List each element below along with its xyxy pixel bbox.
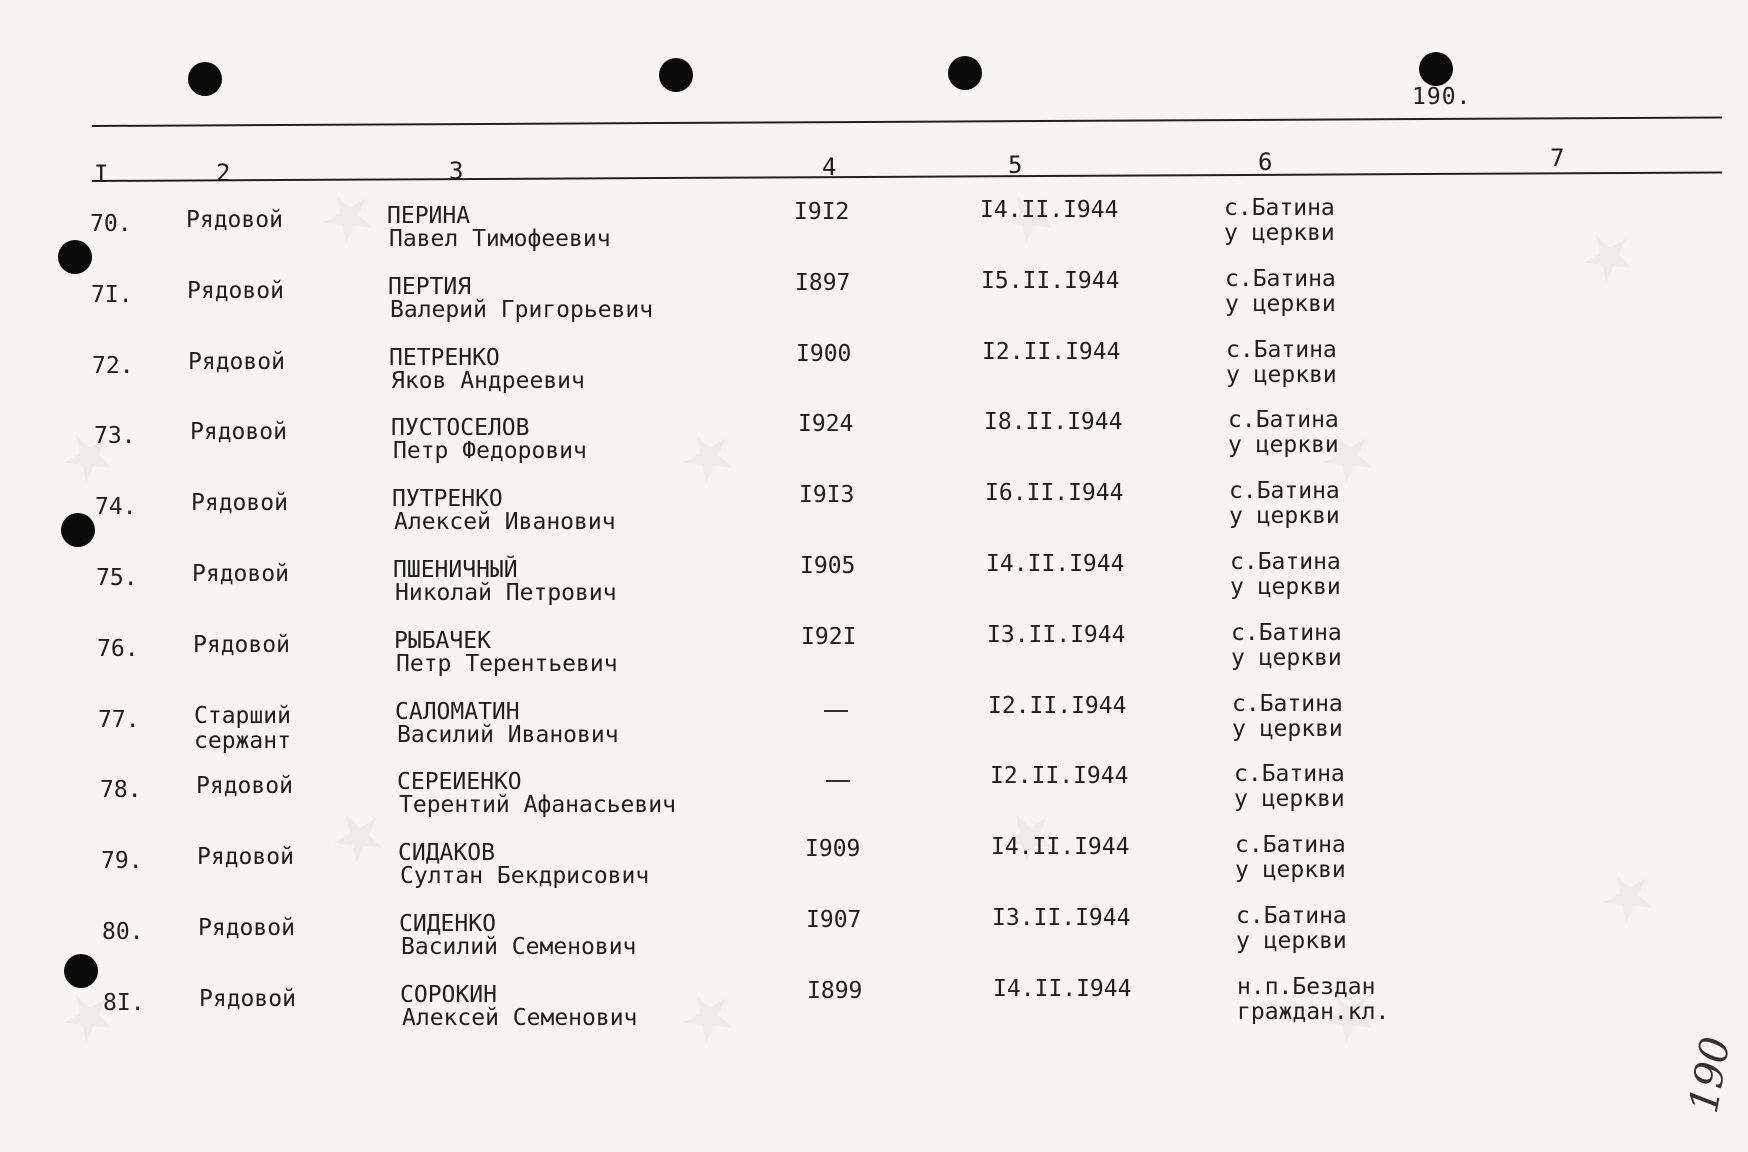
death-date: I4.II.I944: [993, 975, 1132, 1002]
rank-line: сержант: [194, 727, 291, 754]
burial-place-line: с.Батина: [1225, 265, 1336, 292]
burial-place: [1228, 408, 1339, 458]
burial-place-line: с.Батина: [1230, 549, 1341, 575]
burial-place-line: у церкви: [1225, 290, 1336, 317]
burial-place: [1236, 904, 1347, 954]
given-name: Павел Тимофеевич: [389, 226, 611, 252]
surname: РЫБАЧЕК: [394, 627, 491, 654]
rank: [199, 987, 296, 1012]
rank: [186, 208, 283, 233]
rank: [193, 633, 290, 658]
punch-hole: [58, 240, 92, 274]
rank: [198, 916, 295, 941]
burial-place-line: у церкви: [1231, 644, 1342, 671]
rank: [192, 562, 289, 587]
burial-place-line: с.Батина: [1229, 478, 1340, 505]
rank-line: Рядовой: [198, 915, 295, 941]
punch-hole: [948, 56, 982, 90]
top-rule: [92, 116, 1722, 127]
given-name: Алексей Иванович: [394, 509, 616, 536]
given-name: Валерий Григорьевич: [390, 296, 654, 323]
surname: СОРОКИН: [400, 981, 497, 1008]
birth-year: I909: [805, 836, 861, 863]
rank-line: Рядовой: [188, 348, 285, 375]
burial-place-line: с.Батина: [1235, 832, 1346, 859]
row-number: 70.: [90, 211, 132, 237]
birth-year: I900: [796, 340, 852, 367]
surname: САЛОМАТИН: [395, 698, 520, 725]
row-number: 73.: [94, 423, 136, 450]
header-rule: [92, 171, 1722, 182]
row-number: 74.: [95, 494, 137, 521]
birth-year: I899: [807, 977, 863, 1004]
given-name: Терентий Афанасьевич: [399, 792, 676, 819]
column-header-7: 7: [1550, 144, 1565, 172]
burial-place: [1232, 692, 1343, 742]
rank: [188, 350, 285, 375]
row-number: 8I.: [103, 989, 145, 1016]
death-date: I8.II.I944: [984, 409, 1123, 436]
surname: СИДЕНКО: [399, 911, 496, 937]
column-header-6: 6: [1258, 148, 1273, 176]
given-name: Василий Семенович: [401, 934, 637, 960]
column-header-2: 2: [216, 159, 231, 187]
burial-place-line: у церкви: [1229, 503, 1340, 530]
rank-line: Рядовой: [196, 773, 293, 800]
row-number: 80.: [102, 919, 144, 945]
surname: ПУСТОСЕЛОВ: [391, 415, 530, 442]
punch-hole: [188, 62, 222, 96]
column-header-5: 5: [1008, 151, 1023, 179]
rank: [197, 845, 294, 870]
rank: [196, 774, 293, 799]
column-header-1: I: [94, 160, 109, 188]
watermark-mark: [665, 971, 752, 1064]
burial-place: [1224, 196, 1335, 246]
row-number: 76.: [97, 635, 139, 662]
surname: СИДАКОВ: [398, 840, 495, 867]
row-number: 72.: [92, 352, 134, 379]
burial-place: [1235, 833, 1346, 883]
burial-place: [1231, 621, 1342, 671]
burial-place-line: с.Батина: [1224, 195, 1335, 221]
death-date: I3.II.I944: [987, 621, 1126, 648]
death-date: I3.II.I944: [992, 905, 1131, 931]
burial-place-line: у церкви: [1235, 857, 1346, 884]
burial-place: [1230, 550, 1341, 600]
death-date: I6.II.I944: [985, 480, 1124, 507]
burial-place-line: с.Батина: [1226, 336, 1337, 363]
row-number: 79.: [101, 848, 143, 875]
death-date: I2.II.I944: [982, 338, 1121, 365]
rank-line: Рядовой: [187, 277, 284, 304]
rank-line: Рядовой: [192, 561, 289, 587]
row-number: 7I.: [91, 281, 133, 308]
surname: ПЕРИНА: [387, 203, 471, 229]
burial-place: [1226, 338, 1337, 388]
birth-year: I924: [798, 411, 854, 438]
rank-line: Рядовой: [193, 631, 290, 658]
burial-place: [1237, 975, 1389, 1025]
watermark-mark: [305, 171, 392, 264]
burial-place-line: граждан.кл.: [1237, 998, 1390, 1025]
surname: СЕРЕИЕНКО: [397, 769, 522, 796]
burial-place: [1229, 479, 1340, 529]
punch-hole: [61, 513, 95, 547]
rank-line: Рядовой: [199, 985, 296, 1012]
rank-line: Старший: [194, 702, 291, 729]
burial-place-line: с.Батина: [1228, 407, 1339, 434]
column-header-4: 4: [822, 153, 837, 181]
death-date: I5.II.I944: [981, 267, 1120, 294]
birth-year: I905: [800, 553, 856, 579]
watermark-mark: [315, 791, 402, 884]
burial-place-line: у церкви: [1228, 432, 1339, 459]
death-date: I2.II.I944: [990, 763, 1129, 790]
surname: ПУТРЕНКО: [392, 486, 503, 513]
burial-place-line: у церкви: [1230, 574, 1341, 600]
burial-place-line: с.Батина: [1236, 903, 1347, 929]
watermark-mark: [1565, 211, 1652, 304]
death-date: I2.II.I944: [988, 692, 1127, 719]
surname: ПЕТРЕНКО: [389, 344, 500, 371]
handwritten-page-number: 190: [1680, 1033, 1740, 1117]
burial-place-line: с.Батина: [1231, 619, 1342, 646]
birth-year: I897: [795, 269, 851, 296]
death-date: I4.II.I944: [986, 551, 1125, 577]
burial-place-line: с.Батина: [1234, 761, 1345, 788]
burial-place-line: у церкви: [1234, 786, 1345, 813]
page-number: 190.: [1412, 84, 1472, 110]
given-name: Василий Иванович: [397, 721, 619, 748]
punch-hole: [659, 58, 693, 92]
burial-place-line: н.п.Бездан: [1237, 973, 1376, 1000]
birth-year: I92I: [801, 623, 857, 650]
burial-place-line: с.Батина: [1232, 690, 1343, 717]
birth-year-dash: [824, 710, 848, 712]
column-header-3: 3: [449, 157, 464, 185]
punch-hole: [1419, 52, 1453, 86]
rank-line: Рядовой: [197, 844, 294, 871]
given-name: Султан Бекдрисович: [400, 863, 650, 890]
surname: ПЕРТИЯ: [388, 273, 472, 300]
burial-place-line: у церкви: [1224, 220, 1335, 246]
burial-place-line: у церкви: [1236, 928, 1347, 954]
given-name: Петр Терентьевич: [396, 650, 618, 677]
given-name: Алексей Семенович: [402, 1004, 638, 1031]
given-name: Петр Федорович: [393, 438, 587, 465]
watermark-mark: [1585, 851, 1672, 944]
birth-year: I9I2: [794, 199, 850, 225]
death-date: I4.II.I944: [980, 197, 1119, 223]
rank: [190, 420, 287, 445]
burial-place-line: у церкви: [1232, 715, 1343, 742]
punch-hole: [64, 954, 98, 988]
birth-year: I9I3: [799, 482, 855, 509]
birth-year-dash: [826, 780, 850, 782]
row-number: 75.: [96, 565, 138, 591]
row-number: 77.: [98, 706, 140, 733]
surname: ПШЕНИЧНЫЙ: [393, 557, 518, 583]
watermark-mark: [665, 411, 752, 504]
burial-place: [1234, 762, 1345, 812]
burial-place: [1225, 267, 1336, 317]
rank: [194, 704, 291, 754]
rank-line: Рядовой: [186, 207, 283, 233]
rank-line: Рядовой: [191, 490, 288, 517]
birth-year: I907: [806, 907, 862, 933]
death-date: I4.II.I944: [991, 834, 1130, 861]
burial-place-line: у церкви: [1226, 361, 1337, 388]
row-number: 78.: [100, 777, 142, 804]
given-name: Николай Петрович: [395, 580, 617, 606]
rank-line: Рядовой: [190, 419, 287, 446]
rank: [191, 491, 288, 516]
given-name: Яков Андреевич: [391, 367, 585, 394]
rank: [187, 279, 284, 304]
